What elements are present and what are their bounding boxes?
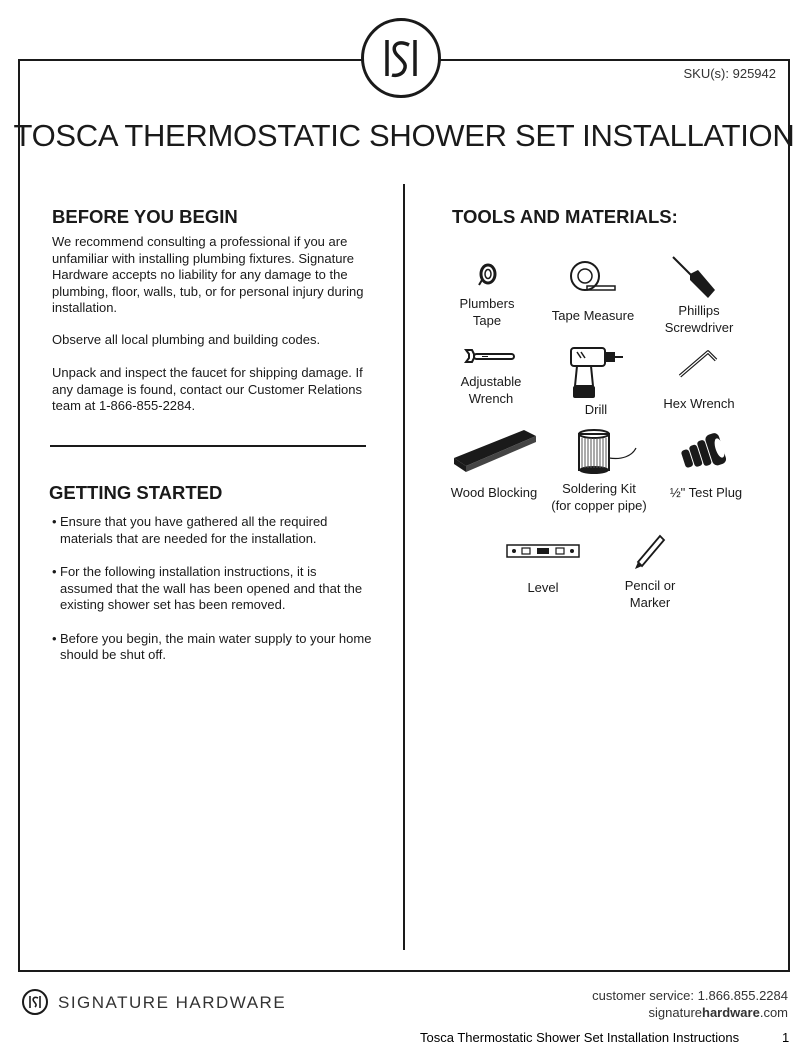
tool-tape-measure: Tape Measure — [551, 308, 635, 323]
before-paragraph-3: Unpack and inspect the faucet for shipping damage. If any damage is found, contact our Customer Relations team at 1-866-855-2284. — [52, 365, 363, 413]
getting-started-heading: GETTING STARTED — [49, 482, 223, 503]
plumbers-tape-icon — [474, 262, 500, 288]
footer-logo-icon — [22, 989, 48, 1015]
page-title: TOSCA THERMOSTATIC SHOWER SET INSTALLATION — [13, 118, 795, 153]
wrench-icon — [462, 346, 518, 368]
brand-logo-icon — [364, 21, 438, 95]
tool-level: Level — [527, 580, 559, 595]
before-paragraph-1: We recommend consulting a professional if you are unfamiliar with installing plumbing fixtures. Signature Hardware accepts no liability for any damage to the plumbing, floor, walls, tub, or for personal injury during installation. — [52, 234, 364, 315]
tools-heading: TOOLS AND MATERIALS: — [452, 206, 678, 227]
wood-blocking-icon — [452, 428, 538, 476]
before-you-begin-heading: BEFORE YOU BEGIN — [52, 206, 238, 227]
list-item: • Before you begin, the main water supply to your home should be shut off. — [52, 631, 372, 664]
list-item: • For the following installation instructions, it is assumed that the wall has been opened and that the existing shower set has been removed. — [52, 564, 372, 614]
brand-logo — [361, 18, 441, 98]
test-plug-icon — [676, 432, 732, 472]
section-divider — [50, 445, 366, 447]
tool-wood-blocking: Wood Blocking — [450, 485, 538, 500]
drill-icon — [565, 344, 625, 402]
screwdriver-icon — [668, 254, 718, 304]
footer-brand: SIGNATURE HARDWARE — [58, 993, 287, 1012]
customer-service-phone: customer service: 1.866.855.2284 — [592, 988, 788, 1003]
website-link[interactable]: signaturehardware.com — [648, 1005, 788, 1020]
soldering-kit-icon — [574, 428, 638, 478]
tool-soldering-kit: Soldering Kit (for copper pipe) — [551, 481, 647, 513]
sku-label: SKU(s): 925942 — [683, 66, 776, 81]
level-icon — [506, 544, 580, 558]
tool-pencil-marker: Pencil or Marker — [624, 578, 676, 610]
before-paragraph-2: Observe all local plumbing and building codes. — [52, 332, 321, 347]
pencil-icon — [630, 530, 668, 570]
document-title-footer: Tosca Thermostatic Shower Set Installation Instructions — [420, 1030, 740, 1045]
tool-phillips-screwdriver: Phillips Screwdriver — [664, 303, 734, 335]
hex-wrench-icon — [676, 346, 720, 380]
tool-hex-wrench: Hex Wrench — [663, 396, 735, 411]
tool-test-plug: ½" Test Plug — [669, 485, 743, 500]
tape-measure-icon — [567, 260, 617, 294]
page-number: 1 — [782, 1030, 790, 1045]
tool-drill: Drill — [584, 402, 608, 417]
list-item: • Ensure that you have gathered all the required materials that are needed for the installation. — [52, 514, 372, 547]
getting-started-list — [52, 514, 372, 681]
tool-plumbers-tape: Plumbers Tape — [459, 296, 515, 328]
column-divider — [403, 184, 405, 950]
tool-adjustable-wrench: Adjustable Wrench — [460, 374, 522, 406]
